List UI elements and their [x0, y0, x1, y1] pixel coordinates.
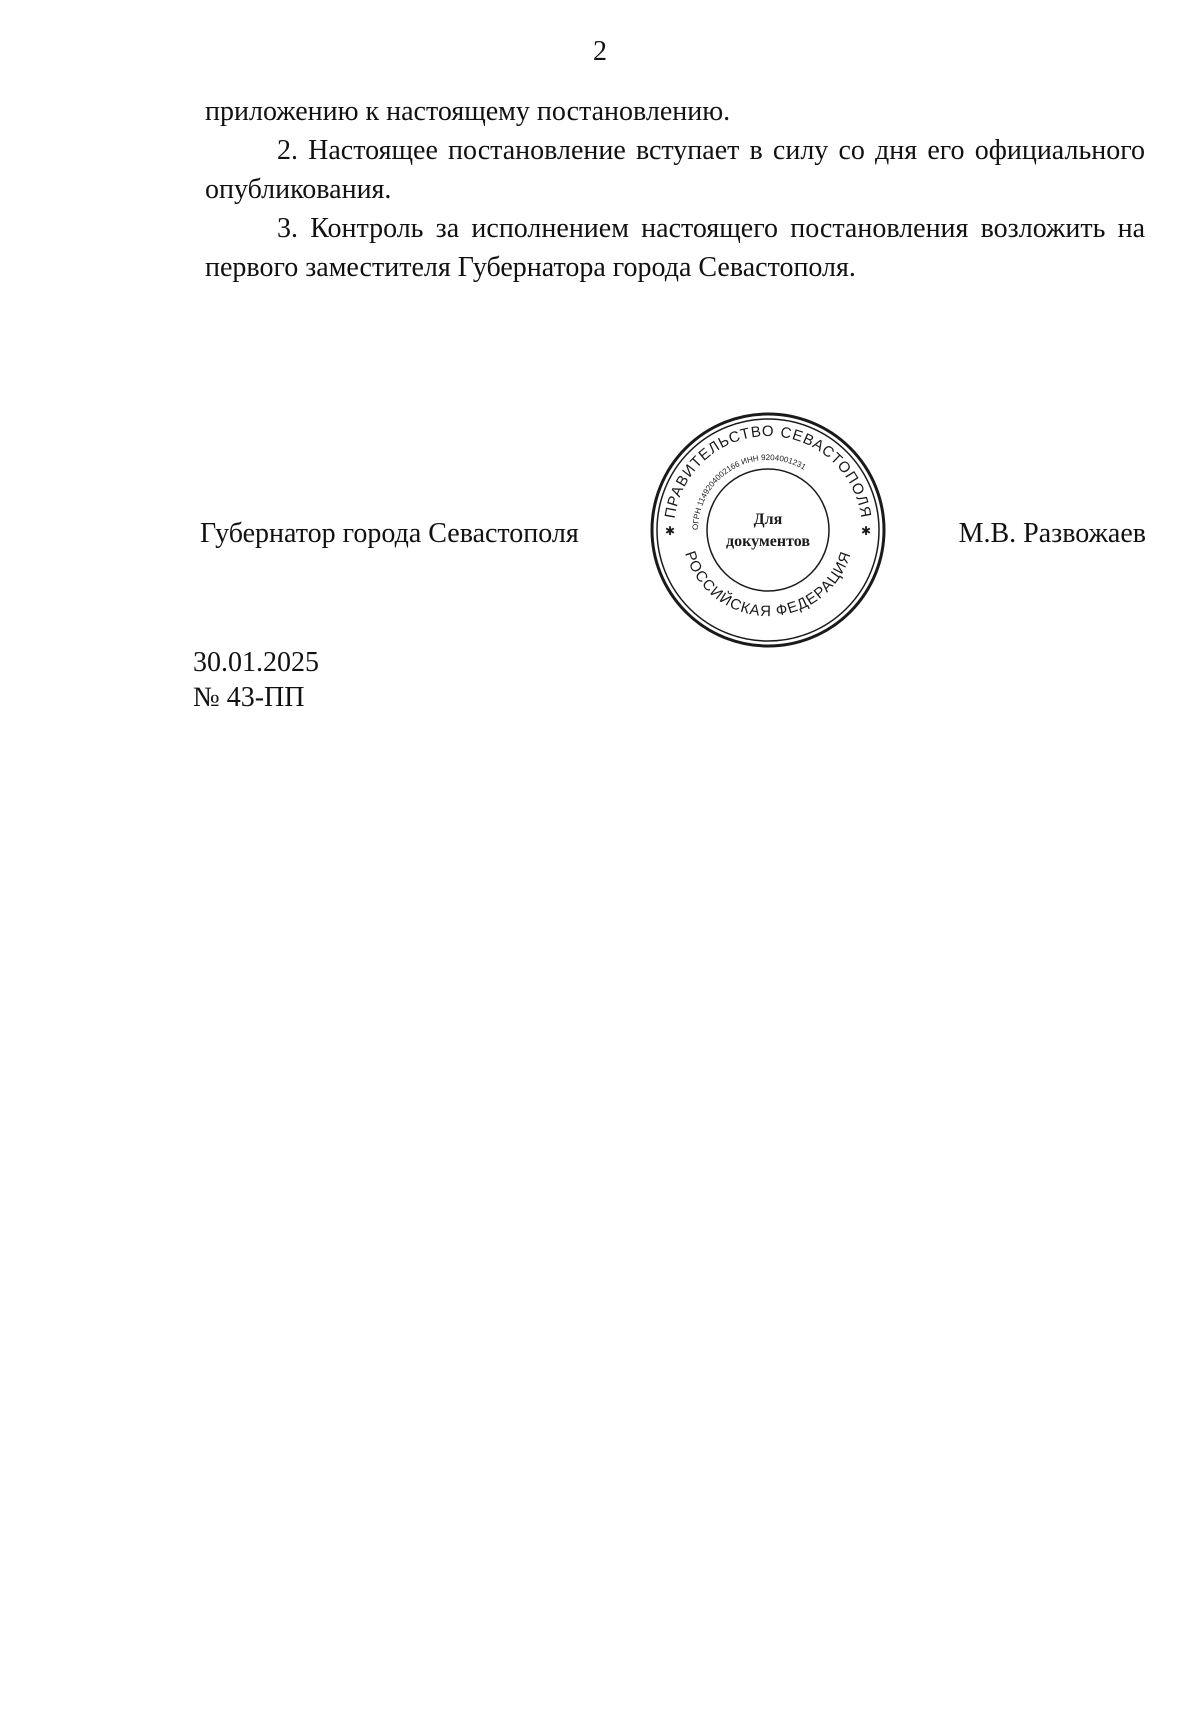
paragraph-3: 3. Контроль за исполнением настоящего постановления возложить на первого заместителя Губернатора города Севастополя. [205, 213, 1145, 283]
seal-center-line2: документов [726, 533, 810, 550]
seal-star-right: ✱ [860, 524, 872, 538]
signatory-position: Губернатор города Севастополя [200, 518, 579, 549]
signatory-name: М.В. Развожаев [958, 518, 1146, 549]
seal-inner-ring-text: ОГРН 1149204002166 ИНН 9204001231 [690, 452, 808, 531]
page-number: 2 [593, 36, 607, 67]
paragraph-continuation: приложению к настоящему постановлению. [205, 96, 731, 127]
document-number: № 43-ПП [193, 682, 305, 713]
paragraph-2: 2. Настоящее постановление вступает в силу со дня его официального опубликования. [205, 135, 1145, 205]
document-body [205, 92, 1145, 287]
seal-star-left: ✱ [664, 524, 676, 538]
seal-outer-top-text: ПРАВИТЕЛЬСТВО СЕВАСТОПОЛЯ [661, 423, 875, 520]
seal-center-line1: Для [753, 511, 783, 528]
document-date: 30.01.2025 [193, 647, 319, 678]
seal-outer-bottom-text: РОССИЙСКАЯ ФЕДЕРАЦИЯ [681, 548, 855, 621]
official-seal [648, 410, 888, 650]
